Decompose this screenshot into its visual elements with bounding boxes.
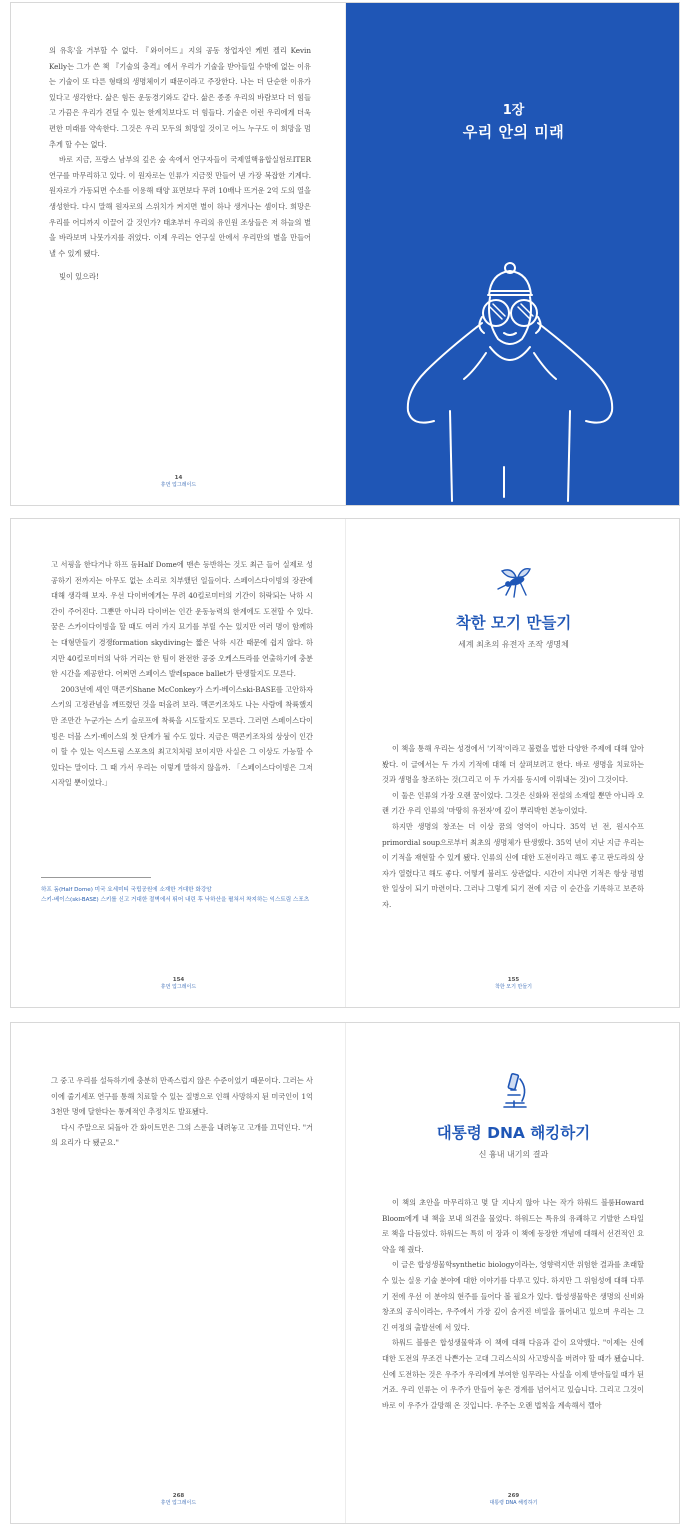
page-number: 155 xyxy=(507,977,520,983)
footnote-rule xyxy=(41,877,151,878)
page-number: 14 xyxy=(174,475,183,481)
paragraph: 하워드 블룸은 합성생물학과 이 책에 대해 다음과 같이 요약했다. "이제는 신에 대한 도전의 무조건 나쁜가는 고대 그리스식의 사고방식을 버려야 할 때가 됐습니다. 신에 도전하는 것은 우주가 우리에게 부여한 임무라는 사실을 이제 받아들일 때가 된 거죠. 우리 인류는 이 우주가 만들어 놓은 경계를 넘어서고 있습니다. 그리고 그것이 바로 이 우주가 갈망해 온 것입니다. 우주는 오랜 법칙을 계속해서 깰아 xyxy=(382,1338,644,1410)
body-text xyxy=(49,43,311,285)
paragraph: 의 유혹'을 거부할 수 없다. 『와이어드』지의 공동 창업자인 케빈 켈리 Kevin Kelly는 그가 쓴 책 『기술의 충격』에서 우리가 기술을 받아들일 수밖에 없는 이유는 기술이 또 다른 형태의 생명체이기 때문이라고 주장한다. 나는 더 단순한 이유가 있다고 생각한다. 삶은 힘든 운동경기와도 같다. 삶은 종종 우리의 바람보다 더 힘들고 가끔은 우리가 견딜 수 있는 한계치보다도 더 힘들다. 기술은 이런 우리에게 더욱 편한 미래를 약속한다. 그것은 우리 모두의 희망일 것이고 어느 누구도 이 희망을 멈추게 할 수는 없다. xyxy=(49,46,311,149)
folio xyxy=(346,977,680,991)
paragraph: 바로 지금, 프랑스 남부의 깊은 숲 속에서 연구자들이 국제열핵융합실험로ITER 연구를 마무리하고 있다. 이 원자로는 인류가 지금껏 만들어 낸 가장 복잡한 기계다. 원자로가 가동되면 수소를 이용해 태양 표면보다 무려 10배나 뜨거운 2억 도의 열을 생성한다. 다시 말해 원자로의 스위치가 켜지면 별이 하나 생겨나는 셈이다. 희망은 우리를 어디까지 이끌어 갈 것인가? 태초부터 우리의 유인원 조상들은 저 하늘의 별을 바라보며 나뭇가지를 쥐었다. 이제 우리는 연구실 안에서 우리만의 별을 만들어 낼 수 있게 됐다. xyxy=(49,155,311,258)
binoculars-person-illustration xyxy=(386,261,636,506)
page-269 xyxy=(346,1023,680,1523)
gutter xyxy=(345,519,346,1007)
running-title: 휴먼 업그레이드 xyxy=(160,984,197,990)
section-title: 대통령 DNA 해킹하기 xyxy=(436,1124,591,1142)
paragraph: 이 책을 통해 우리는 성경에서 '기적'이라고 불렸을 법한 다양한 주제에 대해 알아봤다. 이 글에서는 두 가지 기적에 대해 더 살펴보려고 한다. 바로 생명을 치료하는 것과 생명을 창조하는 것(그리고 이 두 가지를 동시에 이뤄내는 것)이 그것이다. xyxy=(382,744,644,785)
footnote: 하프 돔(Half Dome) 미국 요세미티 국립공원에 소재한 거대한 화강암 xyxy=(41,887,212,893)
paragraph: 2003년에 셰인 맥콘키Shane McConkey가 스키-베이스ski-BASE를 고안하자 스키의 고정관념을 깨뜨렸던 것을 떠올려 보라. 맥콘키조차도 나는 사람에 착륙했지만 조만간 누군가는 스키 슬로프에 착륙을 시도할지도 모른다. 그러면 스페이스다이빙은 더블 스키-베이스의 첫 단계가 될 수도 있다. 지금은 맥콘키조차의 상상이 인간이 할 수 있는 익스트림 스포츠의 최고치처럼 보이지만 사실은 그 이상도 가능할 수 있다는 말이다. 그 때 가서 우리는 이렇게 말하지 않을까. 「스페이스다이빙은 그저 시작일 뿐이었다.」 xyxy=(51,684,313,788)
book-spread-3 xyxy=(10,1022,680,1524)
section-subtitle: 신 흉내 내기의 결과 xyxy=(478,1150,549,1159)
gutter xyxy=(345,3,346,505)
body-text xyxy=(51,1073,313,1151)
page-number: 154 xyxy=(172,977,185,983)
page-number: 268 xyxy=(172,1493,185,1499)
running-title: 착한 모기 만들기 xyxy=(495,984,532,990)
chapter-number: 1장 xyxy=(502,103,525,118)
book-spread-1 xyxy=(10,2,680,506)
gutter xyxy=(345,1023,346,1523)
body-text xyxy=(51,557,313,791)
footnotes xyxy=(41,877,311,905)
paragraph: 빛이 있으라! xyxy=(59,272,99,282)
page-14 xyxy=(11,3,346,505)
paragraph: 이 책의 초안을 마무리하고 몇 달 지나지 않아 나는 작가 하워드 블룸Howard Bloom에게 내 책을 보내 의견을 물었다. 하워드는 특유의 유쾌하고 기발한 스타일로 책을 다듬었다. 하워드는 특히 이 장과 이 책에 등장한 개념에 대해서 선견적인 요약을 해 줬다. xyxy=(382,1198,644,1254)
paragraph: 이 둘은 인류의 가장 오랜 꿈이었다. 그것은 신화와 전설의 소재일 뿐만 아니라 오랜 기간 우리 인류의 '마땅히 유전자'에 깊이 뿌리박힌 본능이었다. xyxy=(382,790,644,816)
chapter-opener-page xyxy=(346,3,680,505)
mosquito-icon xyxy=(496,565,536,599)
page-154 xyxy=(11,519,346,1007)
page-number: 269 xyxy=(507,1493,520,1499)
running-title: 휴먼 업그레이드 xyxy=(160,482,197,488)
footnote: 스키-베이스(ski-BASE) 스키를 신고 거대한 절벽에서 뛰어 내린 후 낙하산을 펼쳐서 착지하는 익스트림 스포츠 xyxy=(41,897,310,903)
paragraph: 그 중고 우리를 설득하기에 충분히 만족스럽지 않은 수준이었기 때문이다. 그러는 사이에 줄기세포 연구를 통해 치료할 수 있는 질병으로 인해 사망하지 된 미국인이 1억 3천만 명에 달한다는 통계적인 추정치도 발표됐다. xyxy=(51,1076,313,1117)
page-268 xyxy=(11,1023,346,1523)
paragraph: 다시 주말으로 되돌아 간 화이트먼은 그의 스푼을 내려놓고 고개를 끄덕인다. "거의 요리가 다 됐군요." xyxy=(51,1122,313,1148)
folio xyxy=(11,1493,346,1507)
paragraph: 하지만 생명의 창조는 더 이상 꿈의 영역이 아니다. 35억 년 전, 원시수프primordial soup으로부터 최초의 생명체가 탄생했다. 35억 년이 지난 지금 우리는 이 기적을 재현할 수 있게 됐다. 인류의 신에 대한 도전이라고 해도 좋고 판도라의 상자가 열렸다고 해도 좋다. 어떻게 불러도 상관없다. 시간이 지나면 기적은 항상 평범한 일상이 되기 마련이다. 그러나 그렇게 되기 전에 지금 이 순간을 기록하고 보존하자. xyxy=(382,821,644,909)
chapter-title: 우리 안의 미래 xyxy=(462,123,565,141)
running-title: 휴먼 업그레이드 xyxy=(160,1500,197,1506)
paragraph: 고 서핑을 한다거나 하프 돔Half Dome에 맨손 등반하는 것도 최근 들어 실제로 성공하기 전까지는 아무도 없는 소리로 치부했던 일들이다. 스페이스다이빙의 장관에 대해 생각해 보자. 우선 다이버에게는 무려 40킬로미터의 기간이 허락되는 낙하 시간이 주어진다. 그뿐만 아니라 다이버는 인간 운동능력의 한계에도 도전할 수 있다. 꿈은 스카이다이빙을 할 때도 여러 가지 묘기를 부릴 수는 있지만 여러 명이 함께하는 대형만들기 경쟁formation skydiving는 짧은 낙하 시간 때문에 쉽지 않다. 하지만 40킬로미터의 낙하 거리는 한 팀이 완전한 공중 오케스트라를 연출하기에 충분한 시간을 제공한다. 어쩌면 스페이스 발레space ballet가 탄생할지도 모른다. xyxy=(51,560,313,679)
body-text xyxy=(382,741,644,913)
page-155 xyxy=(346,519,680,1007)
body-text xyxy=(382,1195,644,1413)
section-title: 착한 모기 만들기 xyxy=(455,614,572,632)
section-subtitle: 세계 최초의 유전자 조작 생명체 xyxy=(458,640,569,649)
book-spread-2 xyxy=(10,518,680,1008)
folio xyxy=(346,1493,680,1507)
microscope-icon xyxy=(500,1071,530,1111)
paragraph: 이 글은 합성생물학synthetic biology이라는, 영향력지만 위험한 결과를 초래할 수 있는 실용 기술 분야에 대한 이야기를 다루고 있다. 하지만 그 위험성에 대해 다루기 전에 우선 이 분야의 현주를 들어다 볼 필요가 있다. 합성생물학은 생명의 신비와 창조의 공식이라는, 우주에서 가장 깊이 숨겨진 비밀을 풀어내고 있으며 우리는 그 긴 여정의 출발선에 서 있다. xyxy=(382,1260,644,1332)
running-title: 대통령 DNA 해킹하기 xyxy=(489,1500,538,1506)
folio xyxy=(11,475,346,489)
folio xyxy=(11,977,346,991)
